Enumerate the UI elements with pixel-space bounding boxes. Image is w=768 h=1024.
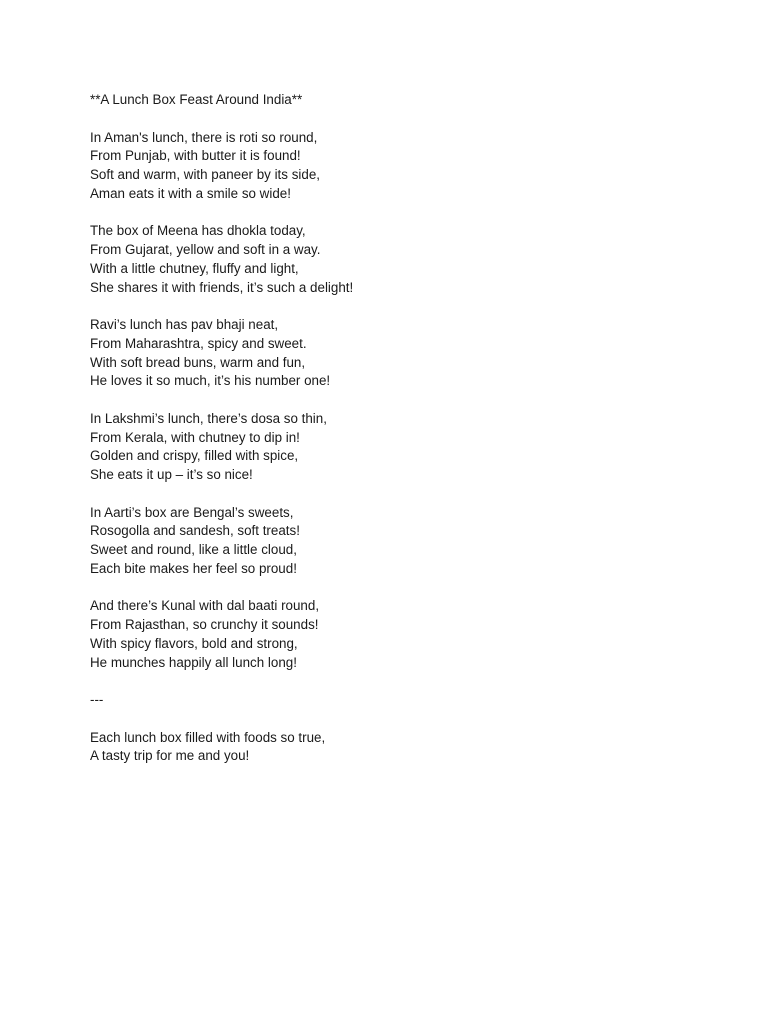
stanza-6-line-2: From Rajasthan, so crunchy it sounds! [90, 617, 319, 632]
stanza-1-line-4: Aman eats it with a smile so wide! [90, 185, 291, 201]
stanza-4-line-4: She eats it up – it’s so nice! [90, 467, 253, 482]
stanza-1-line-2: From Punjab, with butter it is found! [90, 148, 301, 164]
stanza-4-line-1: In Lakshmi’s lunch, there’s dosa so thin, [90, 410, 327, 426]
stanza-1-line-3: Soft and warm, with paneer by its side, [90, 167, 320, 182]
stanza-3-line-3: With soft bread buns, warm and fun, [90, 354, 306, 370]
blank-line [90, 391, 690, 410]
stanza-2-line-3: With a little chutney, fluffy and light, [90, 260, 299, 276]
blank-line [90, 710, 690, 729]
stanza-3-line-4: He loves it so much, it’s his number one! [90, 373, 331, 389]
stanza-6-line-4: He munches happily all lunch long! [90, 654, 297, 670]
closing-line-2: A tasty trip for me and you! [90, 748, 250, 764]
blank-line [90, 110, 690, 129]
stanza-4-line-2: From Kerala, with chutney to dip in! [90, 429, 300, 445]
section-separator: --- [90, 692, 104, 707]
stanza-5-line-1: In Aarti’s box are Bengal’s sweets, [90, 504, 294, 520]
blank-line [90, 485, 690, 504]
blank-line [90, 204, 690, 223]
stanza-3-line-2: From Maharashtra, spicy and sweet. [90, 335, 307, 351]
stanza-5-line-2: Rosogolla and sandesh, soft treats! [90, 523, 300, 539]
stanza-6-line-1: And there’s Kunal with dal baati round, [90, 598, 320, 614]
stanza-6-line-3: With spicy flavors, bold and strong, [90, 635, 298, 651]
poem-title: **A Lunch Box Feast Around India** [90, 92, 303, 107]
stanza-2-line-4: She shares it with friends, it’s such a delight! [90, 279, 354, 295]
stanza-3-line-1: Ravi’s lunch has pav bhaji neat, [90, 317, 279, 332]
blank-line [90, 672, 690, 691]
stanza-5-line-3: Sweet and round, like a little cloud, [90, 542, 297, 557]
blank-line [90, 579, 690, 598]
stanza-1-line-1: In Aman's lunch, there is roti so round, [90, 129, 318, 145]
stanza-2-line-2: From Gujarat, yellow and soft in a way. [90, 242, 321, 257]
closing-line-1: Each lunch box filled with foods so true, [90, 729, 326, 745]
stanza-4-line-3: Golden and crispy, filled with spice, [90, 448, 299, 464]
stanza-2-line-1: The box of Meena has dhokla today, [90, 223, 306, 239]
stanza-5-line-4: Each bite makes her feel so proud! [90, 560, 297, 576]
poem-body [90, 91, 690, 766]
blank-line [90, 297, 690, 316]
